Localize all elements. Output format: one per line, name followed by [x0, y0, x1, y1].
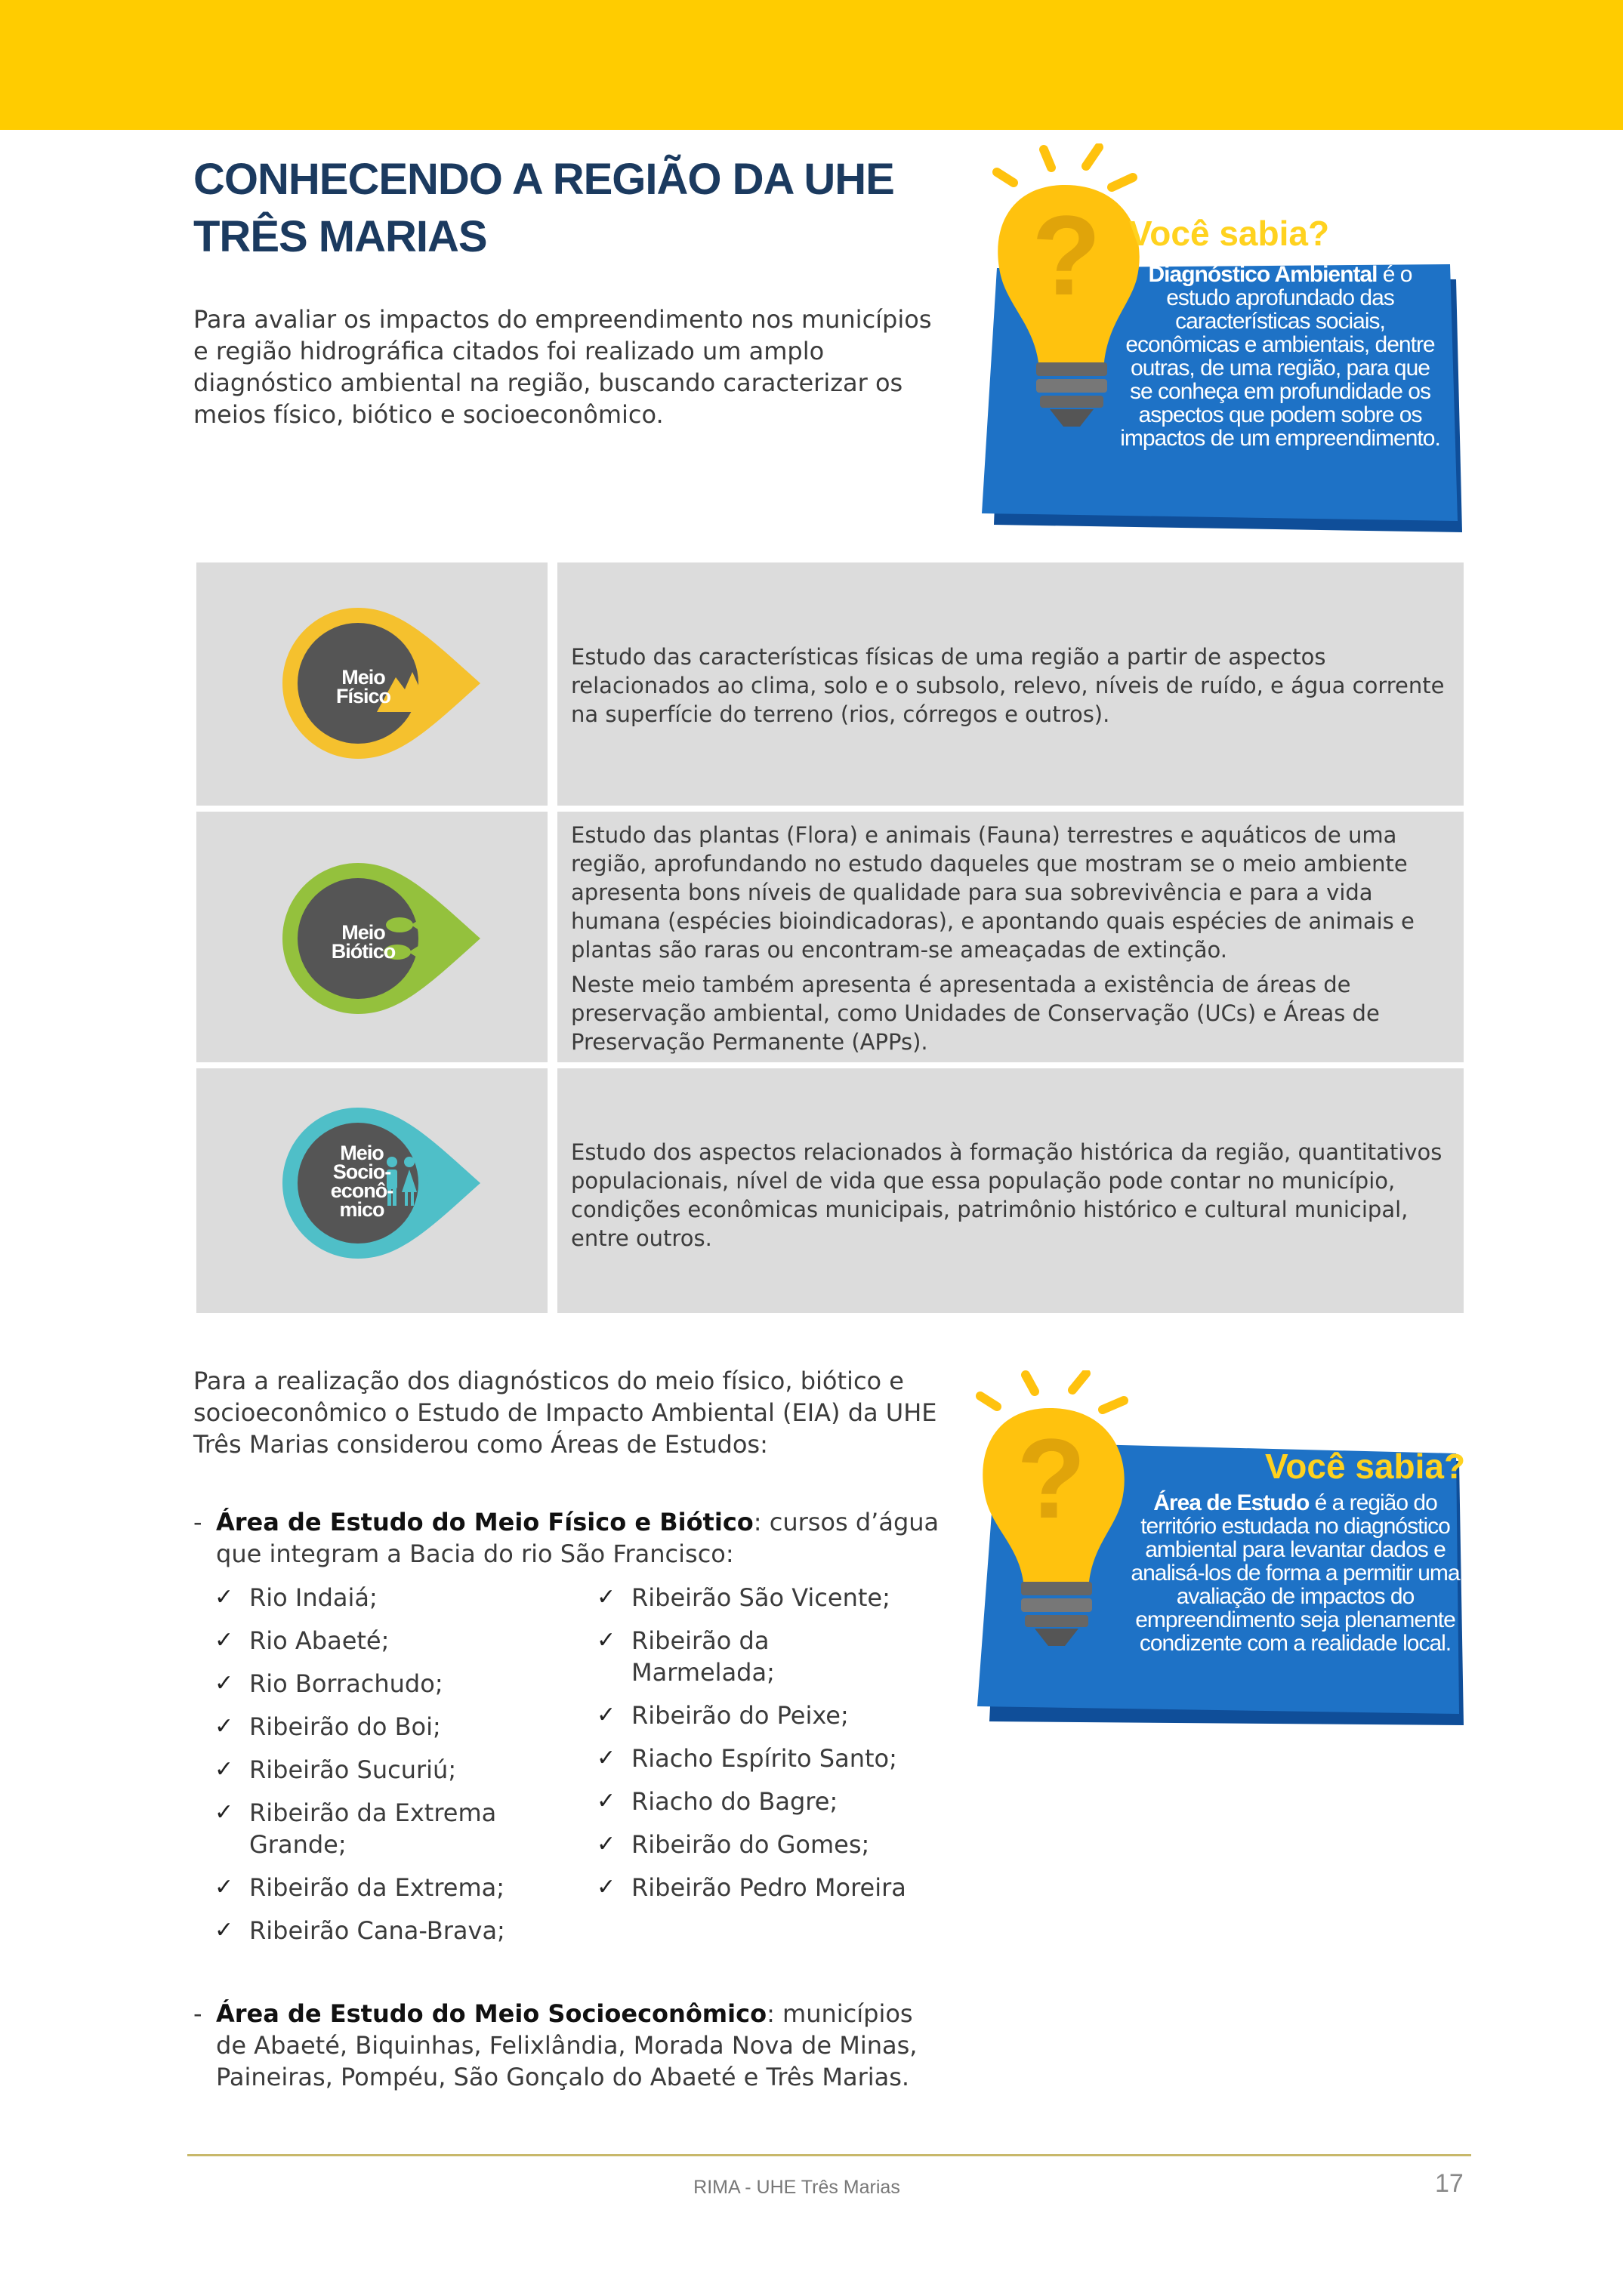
sabia-definition: é o estudo aprofundado das características sociais, econômicas e ambientais, dentre outras, de uma região, para que se conheça em profundidade os aspectos que podem sobre os impactos de um empreendimento.: [1120, 262, 1440, 451]
sabia-title: Você sabia?: [1129, 214, 1330, 253]
checkmark-icon: ✓: [597, 1874, 616, 1900]
light-rays-icon: [997, 147, 1133, 187]
list-item: ✓ Rio Indaiá;: [214, 1583, 378, 1612]
light-rays-icon: [980, 1373, 1124, 1410]
list-item: ✓ Ribeirão da Marmelada;: [597, 1626, 775, 1687]
pin-label-fisico: Meio Físico: [335, 666, 391, 707]
list-item: ✓ Ribeirão do Peixe;: [597, 1701, 849, 1730]
checkmark-icon: ✓: [597, 1627, 616, 1653]
checkmark-icon: ✓: [214, 1670, 234, 1697]
checkmark-icon: ✓: [214, 1799, 234, 1826]
page-number: 17: [1435, 2169, 1464, 2198]
meio-description-fisico: Estudo das características físicas de uma região a partir de aspectos relacionados ao clima, solo e o subsolo, relevo, níveis de ruído, e água corrente na superfície do terreno (rios, córregos e outros).: [571, 644, 1445, 727]
sabia-text: [1118, 263, 1442, 450]
pin-label-biotico: Meio Biótico: [331, 921, 396, 963]
meio-description-socioeconomico: Estudo dos aspectos relacionados à formação histórica da região, quantitativos populacionais, nível de vida que essa população pode contar no município, condições econômicas municipais, patrimônio histórico e cultural municipal, entre outros.: [571, 1139, 1442, 1251]
checkmark-icon: ✓: [214, 1756, 234, 1783]
list-item: ✓ Ribeirão do Boi;: [214, 1712, 441, 1741]
list-item: ✓ Ribeirão do Gomes;: [597, 1830, 870, 1859]
sabia-definition: é a região do território estudada no diagnóstico ambiental para levantar dados e analisá-los de forma a permitir uma avaliação de impactos do empreendimento seja plenamente condizente com a realidade local.: [1131, 1490, 1460, 1656]
sabia-text: [1118, 1491, 1473, 1655]
sabia-title: Você sabia?: [1265, 1447, 1466, 1486]
area-estudo-fisico-biotico: - Área de Estudo do Meio Físico e Biótico: cursos d’água que integram a Bacia do rio São Francisco:: [193, 1508, 940, 1568]
sabia-term: Diagnóstico Ambiental: [1148, 262, 1378, 287]
rios-list-col1: [211, 1582, 551, 1958]
list-item: ✓ Ribeirão Cana-Brava;: [214, 1916, 505, 1945]
list-item: ✓ Ribeirão São Vicente;: [597, 1583, 890, 1612]
list-item: ✓ Ribeirão da Extrema Grande;: [214, 1798, 497, 1859]
area-text: : municípios de Abaeté, Biquinhas, Felixlândia, Morada Nova de Minas, Paineiras, Pompéu, São Gonçalo do Abaeté e Três Marias.: [216, 1999, 918, 2091]
meio-description-biotico: Estudo das plantas (Flora) e animais (Fauna) terrestres e aquáticos de uma região, aprofundando no estudo daqueles que mostram se o meio ambiente apresenta bons níveis de qualidade para sua sobrevivência e para a vida humana (espécies bioindicadoras), e apontando quais espécies de animais e plantas são raras ou encontram-se ameaçadas de extinção. Neste meio também apresenta é apresentada a existência de áreas de preservação ambiental, como Unidades de Conservação (UCs) e Áreas de Preservação Permanente (APPs).: [571, 822, 1415, 1055]
title-line-1: CONHECENDO A REGIÃO DA UHE: [193, 155, 894, 204]
checkmark-icon: ✓: [214, 1584, 234, 1610]
meio-row-socioeconomico: [193, 1068, 1464, 1313]
list-item: ✓ Riacho Espírito Santo;: [597, 1744, 897, 1773]
svg-text:?: ?: [1017, 1415, 1086, 1542]
areas-intro-paragraph: Para a realização dos diagnósticos do meio físico, biótico e socioeconômico o Estudo de Impacto Ambiental (EIA) da UHE Três Marias considerou como Áreas de Estudos:: [193, 1367, 937, 1459]
page-title: [193, 151, 949, 266]
checkmark-icon: ✓: [214, 1874, 234, 1900]
intro-paragraph: Para avaliar os impactos do empreendimento nos municípios e região hidrográfica citados foi realizado um amplo diagnóstico ambiental na região, buscando caracterizar os meios físico, biótico e socioeconômico.: [193, 305, 932, 429]
list-item: ✓ Ribeirão da Extrema;: [214, 1873, 505, 1902]
footer-divider: [187, 2154, 1471, 2156]
list-item: ✓ Ribeirão Pedro Moreira: [597, 1873, 906, 1902]
list-item: ✓ Riacho do Bagre;: [597, 1787, 838, 1816]
meio-row-biotico: [193, 812, 1464, 1062]
checkmark-icon: ✓: [214, 1917, 234, 1943]
area-title: Área de Estudo do Meio Socioeconômico: [216, 1999, 767, 2028]
list-item: ✓ Rio Abaeté;: [214, 1626, 390, 1655]
footer-document-name: RIMA - UHE Três Marias: [693, 2177, 900, 2198]
meio-row-fisico: [193, 562, 1464, 806]
checkmark-icon: ✓: [214, 1713, 234, 1740]
pin-label-socioeconomico: Meio Socio- econô- mico: [330, 1142, 393, 1221]
checkmark-icon: ✓: [214, 1627, 234, 1653]
area-estudo-socioeconomico: - Área de Estudo do Meio Socioeconômico: municípios de Abaeté, Biquinhas, Felixlândia, Morada Nova de Minas, Paineiras, Pompéu, São Gonçalo do Abaeté e Três Marias.: [193, 1999, 918, 2091]
checkmark-icon: ✓: [597, 1702, 616, 1728]
sabia-box-diagnostico: [967, 143, 1473, 540]
checkmark-icon: ✓: [597, 1745, 616, 1771]
rios-list-col2: [594, 1582, 933, 1915]
svg-text:?: ?: [1032, 192, 1101, 319]
top-bar-notch: [940, 130, 1484, 140]
checkmark-icon: ✓: [597, 1584, 616, 1610]
area-title: Área de Estudo do Meio Físico e Biótico: [216, 1508, 754, 1536]
list-item: ✓ Rio Borrachudo;: [214, 1669, 443, 1698]
sabia-term: Área de Estudo: [1153, 1490, 1310, 1515]
checkmark-icon: ✓: [597, 1788, 616, 1814]
list-item: ✓ Ribeirão Sucuriú;: [214, 1755, 457, 1784]
checkmark-icon: ✓: [597, 1831, 616, 1857]
area-text: : cursos d’água que integram a Bacia do rio São Francisco:: [216, 1508, 940, 1568]
title-line-2: TRÊS MARIAS: [193, 212, 487, 261]
sabia-box-area-estudo: [967, 1370, 1480, 1740]
top-yellow-bar: [0, 0, 1623, 130]
